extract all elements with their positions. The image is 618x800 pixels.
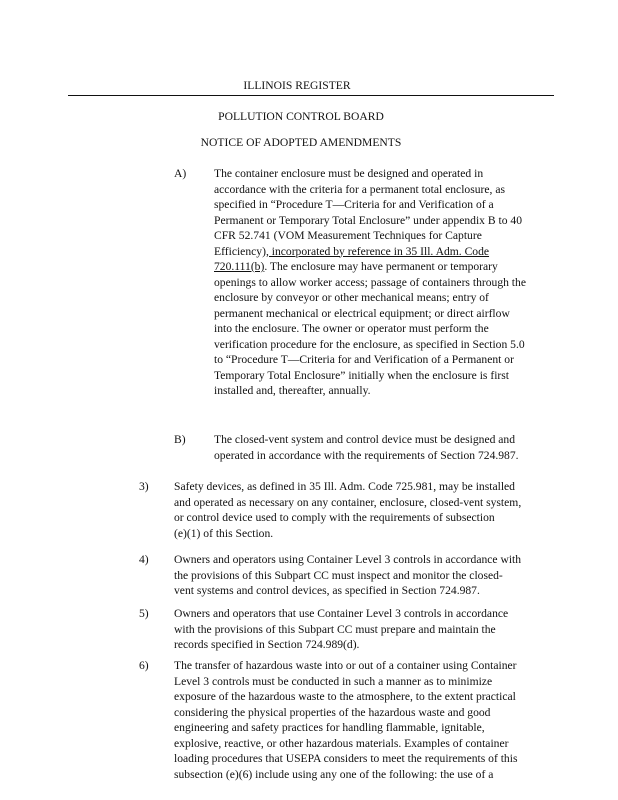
paragraph-text	[174, 658, 517, 782]
text-segment: Efficiency)	[214, 244, 266, 258]
text-segment: engineering and safety practices for handling flammable, ignitable,	[174, 721, 485, 734]
text-line	[174, 674, 517, 690]
text-segment: Owners and operators using Container Level 3 controls in accordance with	[174, 553, 522, 566]
text-segment: The closed-vent system and control device must be designed and	[214, 433, 516, 446]
text-line	[174, 705, 517, 721]
text-segment: to “Procedure T—Criteria for and Verification of a Permanent or	[214, 353, 514, 366]
text-line	[214, 275, 526, 291]
text-line	[174, 767, 517, 783]
text-line	[174, 720, 517, 736]
paragraph-text	[214, 166, 526, 399]
text-segment: (e)(1) of this Section.	[174, 526, 274, 540]
header-rule	[68, 95, 554, 96]
text-line	[174, 552, 521, 568]
text-segment: The transfer of hazardous waste into or out of a container using Container	[174, 659, 517, 672]
text-line	[174, 568, 521, 584]
text-line	[214, 383, 526, 399]
text-line	[214, 244, 526, 260]
underlined-insertion: 720.111(b)	[214, 260, 265, 273]
text-segment: Safety devices, as defined in 35 Ill. Adm. Code 725.981, may be installed	[174, 480, 515, 493]
paragraph-label: 5)	[139, 607, 149, 620]
text-segment: Owners and operators that use Container Level 3 controls in accordance	[174, 607, 509, 620]
paragraph-text	[174, 552, 521, 599]
text-segment: CFR 52.741 (VOM Measurement Techniques for Capture	[214, 229, 482, 242]
paragraph-text	[214, 432, 519, 463]
text-line	[174, 526, 521, 542]
text-line	[174, 495, 521, 511]
text-segment: . The enclosure may have permanent or temporary	[264, 260, 498, 273]
text-segment: Level 3 controls must be conducted in such a manner as to minimize	[174, 674, 493, 688]
text-line	[174, 622, 508, 638]
text-segment: the provisions of this Subpart CC must inspect and monitor the closed-	[174, 568, 503, 582]
text-line	[214, 368, 526, 384]
board-title: POLLUTION CONTROL BOARD	[218, 110, 384, 123]
paragraph-text	[174, 479, 521, 541]
text-line	[214, 290, 526, 306]
text-line	[174, 751, 517, 767]
text-line	[174, 606, 508, 622]
text-line	[174, 479, 521, 495]
text-line	[174, 510, 521, 526]
paragraph-label: 4)	[139, 553, 149, 566]
text-segment: records specified in Section 724.989(d).	[174, 638, 360, 651]
text-line	[174, 637, 508, 653]
paragraph-label: A)	[174, 167, 187, 180]
text-line	[174, 658, 517, 674]
text-line	[214, 182, 526, 198]
text-segment: verification procedure for the enclosure, as specified in Section 5.0	[214, 337, 525, 351]
paragraph-text	[174, 606, 508, 653]
text-line	[214, 432, 519, 448]
text-segment: subsection (e)(6) include using any one of the following: the use of a	[174, 767, 494, 781]
text-segment: permanent mechanical or electrical equipment; or direct airflow	[214, 306, 510, 320]
paragraph-label: 6)	[139, 659, 149, 672]
text-segment: openings to allow worker access; passage of containers through the	[214, 275, 526, 289]
text-line	[214, 321, 526, 337]
text-line	[214, 448, 519, 464]
text-line	[214, 213, 526, 229]
text-line	[214, 197, 526, 213]
text-segment: and operated as necessary on any container, enclosure, closed-vent system,	[174, 495, 522, 509]
text-line	[174, 583, 521, 599]
register-title: ILLINOIS REGISTER	[243, 79, 351, 92]
text-segment: into the enclosure. The owner or operator must perform the	[214, 322, 489, 335]
text-line	[214, 228, 526, 244]
text-line	[174, 736, 517, 752]
text-segment: accordance with the criteria for a permanent total enclosure, as	[214, 182, 505, 196]
text-segment: Temporary Total Enclosure” initially when the enclosure is first	[214, 368, 510, 382]
text-segment: operated in accordance with the requirements of Section 724.987.	[214, 448, 519, 462]
text-segment: loading procedures that USEPA considers to meet the requirements of this	[174, 752, 518, 765]
text-segment: explosive, reactive, or other hazardous materials. Examples of container	[174, 736, 509, 750]
text-segment: The container enclosure must be designed and operated in	[214, 167, 484, 180]
text-line	[174, 689, 517, 705]
text-line	[214, 352, 526, 368]
text-segment: installed and, thereafter, annually.	[214, 384, 371, 397]
text-segment: exposure of the hazardous waste to the atmosphere, to the extent practical	[174, 690, 516, 703]
paragraph-label: B)	[174, 433, 186, 446]
text-line	[214, 259, 526, 275]
text-line	[214, 306, 526, 322]
text-segment: considering the physical properties of the hazardous waste and good	[174, 705, 491, 719]
text-segment: with the provisions of this Subpart CC must prepare and maintain the	[174, 622, 496, 636]
text-line	[214, 337, 526, 353]
underlined-insertion: , incorporated by reference in 35 Ill. Adm. Code	[265, 244, 490, 258]
text-segment: or control device used to comply with the requirements of subsection	[174, 511, 495, 524]
text-segment: specified in “Procedure T—Criteria for and Verification of a	[214, 198, 494, 211]
text-line	[214, 166, 526, 182]
text-segment: enclosure by conveyor or other mechanical means; entry of	[214, 291, 489, 304]
paragraph-label: 3)	[139, 480, 149, 493]
text-segment: Permanent or Temporary Total Enclosure” under appendix B to 40	[214, 213, 522, 227]
notice-title: NOTICE OF ADOPTED AMENDMENTS	[200, 136, 402, 149]
text-segment: vent systems and control devices, as specified in Section 724.987.	[174, 584, 480, 597]
